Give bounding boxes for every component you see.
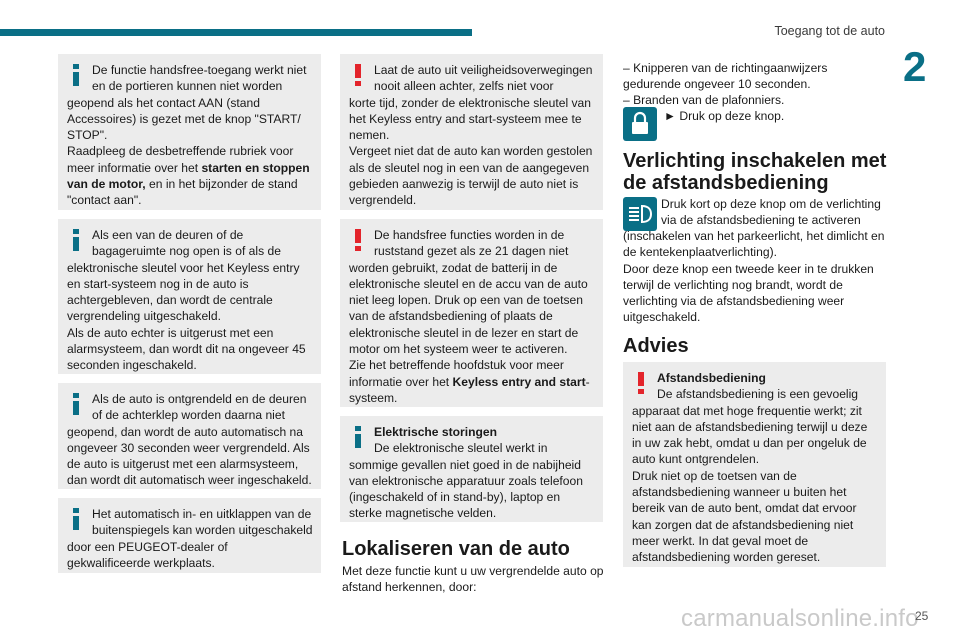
box-body: worden gebruikt, zodat de batterij in de elektronische sleutel en de accu van de auto niet leeg lopen. Druk op een van de toetsen van de afstandsbediening of plaats de elektronische sleutel in de lezer en start de motor om het systeem weer te activeren. Zie het betreffende hoofdstuk voor meer informatie over het Keyless entry and start-systeem.: [349, 260, 590, 405]
heading-advies: Advies: [623, 335, 689, 357]
box-body: korte tijd, zonder de elektronische sleutel van het Keyless entry and start-systeem mee te nemen. Vergeet niet dat de auto kan worden gestolen als de sleutel nog in een van de aangegeven gebieden aanwezig is terwijl de auto niet is vergrendeld.: [349, 95, 593, 208]
heading-locate-car: Lokaliseren van de auto: [342, 538, 570, 560]
section-title: Toegang tot de auto: [774, 24, 885, 38]
info-box-mirrors: [58, 498, 321, 573]
warning-box-security: [340, 54, 603, 210]
info-box-electrical: [340, 416, 603, 522]
lock-button-icon: [623, 107, 657, 141]
info-box-handsfree: [58, 54, 321, 210]
info-box-auto-relock: [58, 383, 321, 489]
warning-icon: [350, 229, 366, 251]
warning-icon: [633, 372, 649, 394]
box-line: nooit alleen achter, zelfs niet voor: [374, 79, 554, 94]
page-number: 25: [915, 609, 929, 623]
box-line: bagageruimte nog open is of als de: [92, 244, 281, 259]
info-icon: [68, 508, 84, 530]
locate-intro: Met deze functie kunt u uw vergrendelde auto op afstand herkennen, door:: [342, 564, 604, 595]
bullet-ceiling-lights: – Branden van de plafonniers.: [623, 93, 785, 107]
warning-box-remote: [623, 362, 886, 567]
light-line: Druk kort op deze knop om de verlichting: [661, 197, 881, 211]
info-box-doors-open: [58, 219, 321, 374]
box-body: geopend, dan wordt de auto automatisch na ongeveer 30 seconden weer vergrendeld. Als de auto is uitgerust met een alarmsysteem, dan wordt dit automatisch weer ingeschakeld.: [67, 424, 312, 488]
box-line: Als de auto is ontgrendeld en de deuren: [92, 392, 307, 406]
warning-box-standby: [340, 219, 603, 407]
box-body: geopend als het contact AAN (stand Accessoires) is gezet met de knop "START/ STOP". Raadpleeg de desbetreffende rubriek voor meer informatie over het starten en stoppen van de motor, en in het bijzonder de stand "contact aan".: [67, 95, 310, 208]
press-button-instruction: ► Druk op deze knop.: [664, 109, 785, 123]
box-body: apparaat dat met hoge frequentie werkt; zit niet aan de afstandsbediening terwijl u deze in uw zak hebt, omdat u dan per ongeluk de auto kunt ontgrendelen. Druk niet op de toetsen van de afstandsbediening wanneer u buiten het bereik van de auto bent, omdat dat ervoor kan zorgen dat de afstandsbediening niet meer werkt. In dat geval moet de afstandsbediening worden gereset.: [632, 403, 868, 565]
watermark: carmanualsonline.info: [681, 605, 919, 632]
box-line: De elektronische sleutel werkt in: [374, 441, 548, 456]
info-icon: [68, 393, 84, 415]
chapter-number: 2: [903, 43, 927, 90]
box-body: sommige gevallen niet goed in de nabijheid van elektronische apparatuur zoals telefoon (ingeschakeld of in stand-by), laptop en sterke magnetische velden.: [349, 457, 583, 521]
header-bar: [0, 29, 472, 36]
bullet-indicators: – Knipperen van de richtingaanwijzers gedurende ongeveer 10 seconden.: [623, 61, 828, 92]
box-line: en de portieren kunnen niet worden: [92, 79, 283, 94]
warning-icon: [350, 64, 366, 86]
box-line: De functie handsfree-toegang werkt niet: [92, 63, 307, 77]
box-line: De afstandsbediening is een gevoelig: [657, 387, 859, 402]
box-body: door een PEUGEOT-dealer of gekwalificeerde werkplaats.: [67, 539, 228, 570]
headlight-button-icon: [623, 197, 657, 231]
info-icon: [68, 64, 84, 86]
box-title: Elektrische storingen: [374, 425, 497, 439]
box-line: of de achterklep worden daarna niet: [92, 408, 285, 423]
box-line: buitenspiegels kan worden uitgeschakeld: [92, 523, 313, 538]
light-body: (inschakelen van het parkeerlicht, het dimlicht en de kentekenplaatverlichting). Door deze knop een tweede keer in te drukken terwijl de verlichting nog brandt, wordt de verlichting via de afstandsbediening weer uitgeschakeld.: [623, 229, 885, 325]
info-icon: [68, 229, 84, 251]
light-line: via de afstandsbediening te activeren: [661, 213, 861, 227]
box-title: Afstandsbediening: [657, 371, 766, 385]
box-body: elektronische sleutel voor het Keyless entry en start-systeem nog in de auto is achtergebleven, dan wordt de centrale vergrendeling uitgeschakeld. Als de auto echter is uitgerust met een alarmsysteem, dan wordt dit na ongeveer 45 seconden ingeschakeld.: [67, 260, 306, 373]
box-line: Laat de auto uit veiligheidsoverwegingen: [374, 63, 593, 77]
box-line: ruststand gezet als ze 21 dagen niet: [374, 244, 569, 259]
info-icon: [350, 426, 366, 448]
box-line: De handsfree functies worden in de: [374, 228, 565, 242]
heading-remote-lights: Verlichting inschakelen met de afstandsbediening: [623, 150, 887, 194]
box-line: Als een van de deuren of de: [92, 228, 244, 242]
box-line: Het automatisch in- en uitklappen van de: [92, 507, 312, 521]
